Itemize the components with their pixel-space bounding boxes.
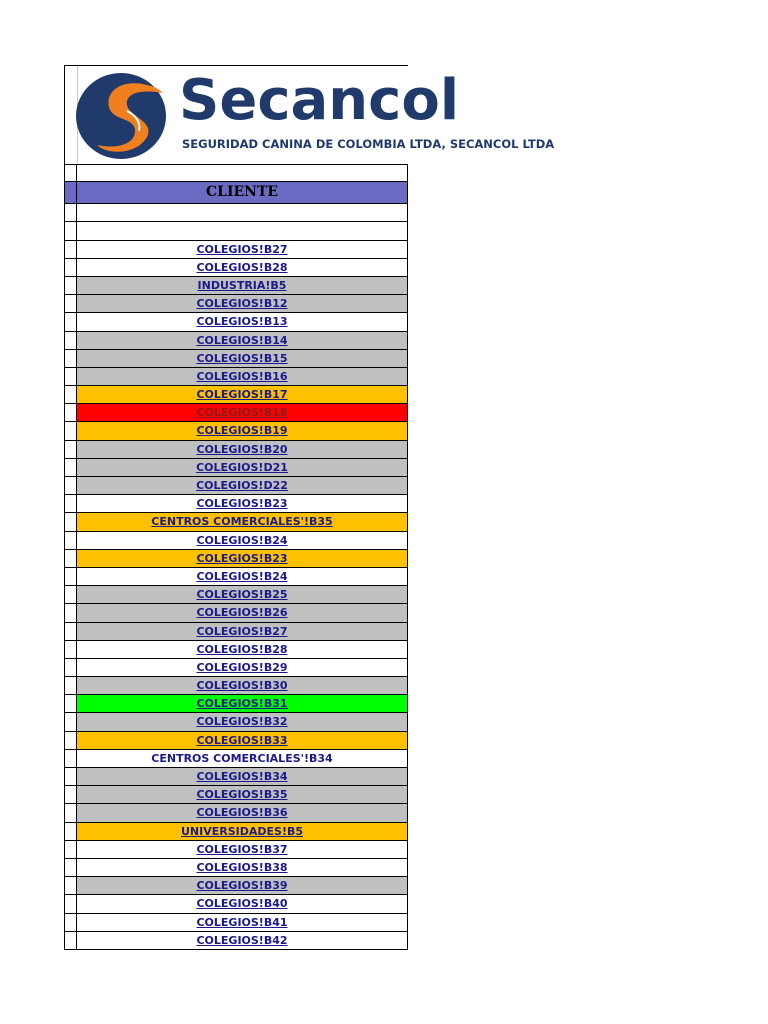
row-gutter [65,823,77,840]
row-gutter [65,841,77,858]
client-cell[interactable] [77,259,408,276]
client-cell[interactable] [77,804,408,821]
client-link[interactable]: COLEGIOS!B40 [196,897,288,911]
client-link[interactable]: COLEGIOS!B38 [196,860,288,874]
client-link[interactable]: COLEGIOS!B29 [196,660,288,674]
client-cell[interactable] [77,404,408,421]
client-link[interactable]: COLEGIOS!B24 [196,533,288,547]
row-gutter [65,568,77,585]
table-row [64,513,408,531]
column-header-cliente[interactable]: CLIENTE [77,182,408,203]
client-link[interactable]: COLEGIOS!B26 [196,606,288,620]
table-row [64,695,408,713]
row-gutter [65,422,77,439]
client-cell[interactable] [77,477,408,494]
row-gutter [65,768,77,785]
row-gutter [65,677,77,694]
table-row [64,222,408,240]
client-cell[interactable] [77,877,408,894]
client-cell[interactable] [77,841,408,858]
logo-tagline: SEGURIDAD CANINA DE COLOMBIA LTDA, SECANCOL LTDA [182,137,555,151]
company-logo [75,68,555,161]
client-link[interactable]: COLEGIOS!B14 [196,333,288,347]
client-rows [64,204,408,950]
row-gutter [65,713,77,730]
client-cell[interactable] [77,550,408,567]
client-cell[interactable] [77,786,408,803]
table-row [64,386,408,404]
client-cell[interactable] [77,513,408,530]
table-row [64,350,408,368]
client-cell[interactable] [77,732,408,749]
row-gutter [65,604,77,621]
client-cell[interactable] [77,932,408,949]
row-gutter [65,786,77,803]
logo-row [64,65,555,164]
client-link[interactable]: COLEGIOS!B39 [196,879,288,893]
client-link[interactable]: COLEGIOS!B35 [196,788,288,802]
row-gutter [65,695,77,712]
row-gutter [65,350,77,367]
client-link[interactable]: COLEGIOS!B28 [196,642,288,656]
row-gutter [65,750,77,767]
client-link[interactable]: UNIVERSIDADES!B5 [180,824,303,838]
row-gutter [65,914,77,931]
row-gutter [65,386,77,403]
logo-emblem-icon [75,71,167,161]
table-row [64,568,408,586]
row-gutter [65,804,77,821]
table-row [64,768,408,786]
client-link[interactable]: COLEGIOS!B37 [196,842,288,856]
table-row [64,332,408,350]
client-link[interactable]: COLEGIOS!D21 [196,460,288,474]
client-cell[interactable] [77,441,408,458]
row-gutter [65,513,77,530]
table-row [64,368,408,386]
client-cell[interactable] [77,895,408,912]
client-cell[interactable] [77,332,408,349]
row-gutter [65,259,77,276]
client-cell[interactable] [77,241,408,258]
client-cell[interactable] [77,641,408,658]
table-row [64,441,408,459]
table-row [64,313,408,331]
client-cell[interactable] [77,695,408,712]
client-cell[interactable] [77,295,408,312]
table-row [64,750,408,768]
table-row [64,659,408,677]
client-link[interactable]: COLEGIOS!B28 [196,260,288,274]
row-gutter [65,313,77,330]
empty-row [64,164,408,182]
row-gutter [65,241,77,258]
row-gutter [65,368,77,385]
client-link[interactable]: COLEGIOS!B31 [196,697,288,711]
client-cell[interactable] [77,350,408,367]
table-row [64,641,408,659]
client-link[interactable]: COLEGIOS!B25 [196,588,288,602]
client-cell[interactable] [77,368,408,385]
row-gutter [65,732,77,749]
client-link[interactable]: COLEGIOS!D22 [196,479,288,492]
row-gutter [65,404,77,421]
client-cell[interactable] [77,750,408,767]
empty-cell[interactable] [77,165,408,181]
row-gutter [65,295,77,312]
row-gutter [65,222,77,239]
row-gutter [65,586,77,603]
client-link[interactable]: INDUSTRIA!B5 [197,278,287,292]
table-row [64,932,408,950]
client-link[interactable]: COLEGIOS!B17 [196,388,288,402]
client-link[interactable]: COLEGIOS!B33 [196,733,288,747]
table-row [64,586,408,604]
row-gutter [65,932,77,949]
client-text: CENTROS COMERCIALES'!B34 [151,751,333,765]
table-row [64,786,408,804]
client-cell[interactable] [77,823,408,840]
row-gutter [65,859,77,876]
client-link[interactable]: COLEGIOS!B19 [196,424,288,438]
client-cell[interactable] [77,222,408,239]
client-cell[interactable] [77,277,408,294]
table-row [64,823,408,841]
row-gutter [65,895,77,912]
client-cell[interactable] [77,586,408,603]
client-link[interactable]: COLEGIOS!B18 [196,406,288,420]
table-row [64,422,408,440]
table-row [64,895,408,913]
client-link[interactable]: COLEGIOS!B16 [196,369,288,383]
row-gutter [65,659,77,676]
client-cell[interactable] [77,659,408,676]
table-row [64,623,408,641]
client-link[interactable]: COLEGIOS!B23 [196,551,288,565]
table-row [64,259,408,277]
client-cell[interactable] [77,677,408,694]
table-row [64,841,408,859]
client-link[interactable]: COLEGIOS!B24 [196,569,288,583]
row-gutter [65,623,77,640]
row-gutter [65,477,77,494]
row-gutter [65,165,77,181]
client-link[interactable]: COLEGIOS!B27 [196,242,288,256]
table-row [64,459,408,477]
client-link[interactable]: COLEGIOS!B36 [196,806,288,820]
client-cell[interactable] [77,459,408,476]
table-row [64,804,408,822]
client-cell[interactable] [77,495,408,512]
table-row [64,241,408,259]
table-row [64,713,408,731]
client-link[interactable]: COLEGIOS!B15 [196,351,288,365]
row-gutter [65,441,77,458]
spreadsheet [64,65,555,950]
table-row [64,877,408,895]
table-row [64,277,408,295]
row-gutter [65,641,77,658]
client-link[interactable]: COLEGIOS!B12 [196,297,288,311]
row-gutter [65,332,77,349]
table-row [64,295,408,313]
client-link[interactable]: COLEGIOS!B42 [196,933,288,947]
client-cell[interactable] [77,914,408,931]
client-cell[interactable] [77,623,408,640]
table-row [64,677,408,695]
row-gutter [65,182,77,203]
table-row [64,532,408,550]
client-link[interactable]: COLEGIOS!B34 [196,770,288,783]
client-cell[interactable] [77,532,408,549]
table-row [64,204,408,222]
client-link[interactable]: COLEGIOS!B20 [196,442,288,456]
table-row [64,859,408,877]
table-row [64,477,408,495]
row-gutter [65,877,77,894]
client-link[interactable]: COLEGIOS!B30 [196,679,288,693]
client-cell[interactable] [77,422,408,439]
client-cell[interactable] [77,313,408,330]
row-gutter [65,204,77,221]
table-row [64,732,408,750]
client-cell[interactable] [77,604,408,621]
logo-wordmark: Secancol [179,68,460,133]
row-gutter [65,495,77,512]
row-gutter [65,459,77,476]
table-row [64,550,408,568]
client-link[interactable]: COLEGIOS!B23 [196,497,288,511]
client-cell[interactable] [77,386,408,403]
row-gutter [65,532,77,549]
client-cell[interactable] [77,568,408,585]
row-gutter [65,550,77,567]
client-cell[interactable] [77,713,408,730]
table-row [64,404,408,422]
client-link[interactable]: COLEGIOS!B13 [196,315,288,329]
table-row [64,914,408,932]
table-row [64,604,408,622]
client-link[interactable]: COLEGIOS!B41 [196,915,288,929]
client-cell[interactable] [77,768,408,785]
table-row [64,495,408,513]
client-link[interactable]: CENTROS COMERCIALES'!B35 [151,515,333,529]
client-cell[interactable] [77,859,408,876]
client-cell[interactable] [77,204,408,221]
row-gutter [65,277,77,294]
client-link[interactable]: COLEGIOS!B32 [196,715,288,729]
header-row [64,182,408,204]
client-link[interactable]: COLEGIOS!B27 [196,624,288,638]
